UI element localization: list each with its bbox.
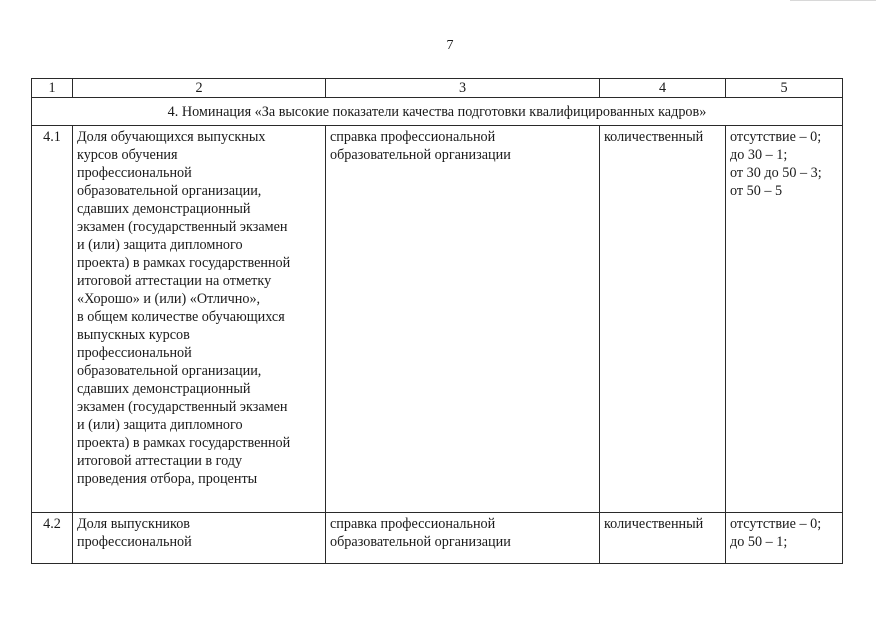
column-header: 2 [73, 79, 326, 98]
indicator-line: и (или) защита дипломного [77, 237, 243, 253]
row-number: 4.2 [32, 513, 73, 564]
indicator-line: курсов обучения [77, 147, 178, 163]
table-row [32, 126, 843, 513]
indicator-line: выпускных курсов [77, 327, 190, 343]
indicator-line: и (или) защита дипломного [77, 417, 243, 433]
indicator-line: проекта) в рамках государственной [77, 435, 291, 451]
top-scan-rule-right [790, 0, 876, 1]
scores-cell [726, 513, 843, 564]
type-cell: количественный [600, 126, 726, 513]
indicator-line: итоговой аттестации на отметку [77, 273, 272, 289]
indicator-line: профессиональной [77, 345, 192, 361]
table-header-row [32, 79, 843, 98]
source-cell [326, 513, 600, 564]
indicator-line: проведения отбора, проценты [77, 471, 258, 487]
indicator-line: в общем количестве обучающихся [77, 309, 285, 325]
row-number: 4.1 [32, 126, 73, 513]
indicator-line: экзамен (государственный экзамен [77, 219, 288, 235]
type-cell: количественный [600, 513, 726, 564]
scores-cell [726, 126, 843, 513]
score-line: от 50 – 5 [730, 183, 783, 199]
source-line: образовательной организации [330, 534, 511, 550]
indicator-line: сдавших демонстрационный [77, 201, 251, 217]
score-line: от 30 до 50 – 3; [730, 165, 822, 181]
column-header: 5 [726, 79, 843, 98]
table-row [32, 513, 843, 564]
indicator-cell [73, 513, 326, 564]
criteria-table [31, 78, 843, 564]
indicator-line: итоговой аттестации в году [77, 453, 243, 469]
section-title: 4. Номинация «За высокие показатели качества подготовки квалифицированных кадров» [32, 98, 843, 126]
score-line: до 50 – 1; [730, 534, 788, 550]
source-line: справка профессиональной [330, 516, 496, 532]
indicator-line: Доля выпускников [77, 516, 190, 532]
indicator-line: экзамен (государственный экзамен [77, 399, 288, 415]
source-line: образовательной организации [330, 147, 511, 163]
indicator-line: проекта) в рамках государственной [77, 255, 291, 271]
column-header: 3 [326, 79, 600, 98]
page-number: 7 [446, 38, 454, 53]
indicator-line: образовательной организации, [77, 363, 262, 379]
source-cell [326, 126, 600, 513]
section-title-row [32, 98, 843, 126]
score-line: до 30 – 1; [730, 147, 788, 163]
indicator-line: Доля обучающихся выпускных [77, 129, 266, 145]
indicator-line: профессиональной [77, 534, 192, 550]
column-header: 4 [600, 79, 726, 98]
indicator-line: профессиональной [77, 165, 192, 181]
column-header: 1 [32, 79, 73, 98]
indicator-line: образовательной организации, [77, 183, 262, 199]
indicator-line: сдавших демонстрационный [77, 381, 251, 397]
score-line: отсутствие – 0; [730, 129, 822, 145]
score-line: отсутствие – 0; [730, 516, 822, 532]
indicator-cell [73, 126, 326, 513]
source-line: справка профессиональной [330, 129, 496, 145]
indicator-line: «Хорошо» и (или) «Отлично», [77, 291, 261, 307]
